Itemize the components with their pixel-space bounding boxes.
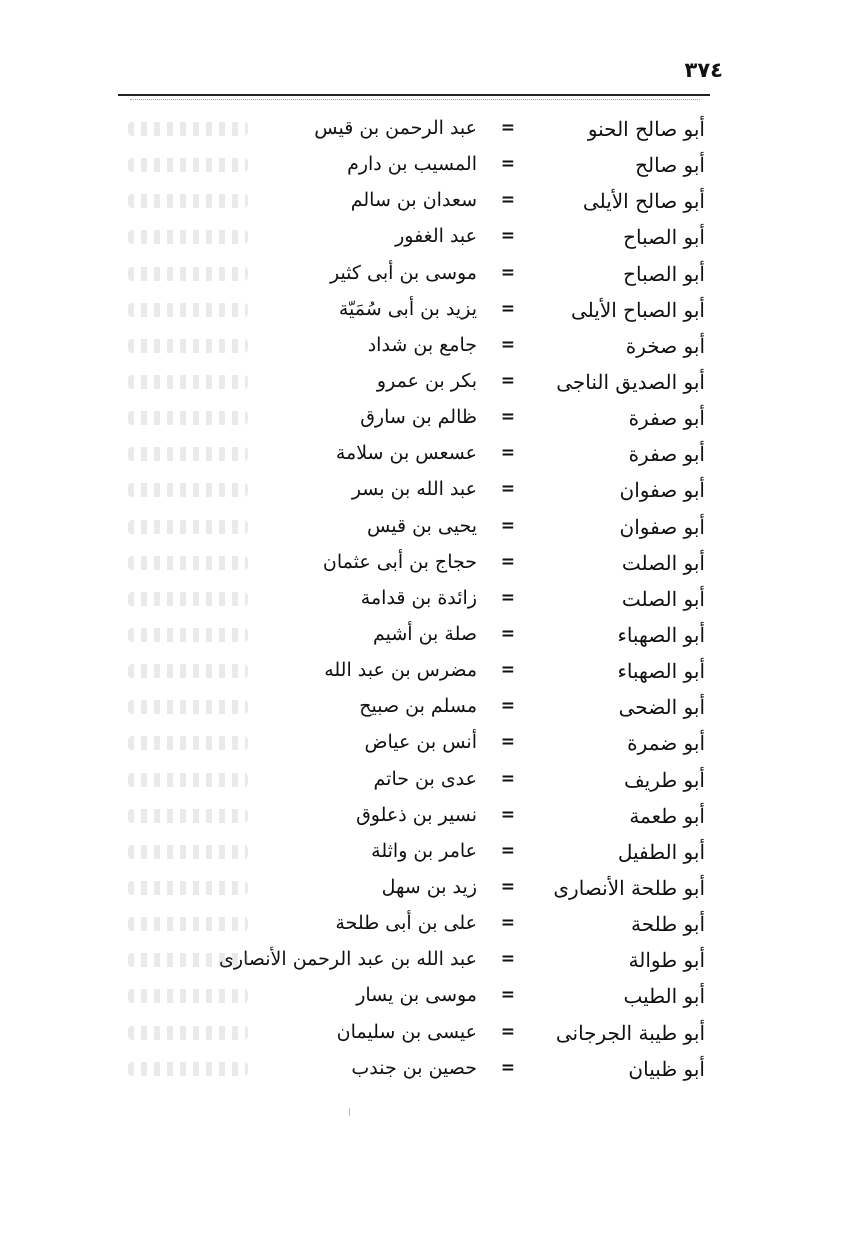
kunya-text: أبو طيبة الجرجانى [555, 1020, 705, 1045]
full-name-text: زائدة بن قدامة [360, 586, 477, 609]
entry-list [0, 114, 861, 1090]
full-name-text: مسلم بن صبيح [359, 695, 477, 718]
bleed-through-mark [128, 194, 248, 208]
kunya-text: أبو الصلت [621, 550, 705, 575]
header-rule [118, 94, 710, 96]
equals-sign: = [500, 551, 515, 572]
full-name-text: يزيد بن أبى سُمَيّة [338, 297, 477, 320]
full-name-text: حجاج بن أبى عثمان [322, 550, 477, 573]
bleed-through-mark [128, 700, 248, 714]
bleed-through-mark [128, 736, 248, 750]
full-name-text: عبد الرحمن بن قيس [314, 117, 477, 139]
equals-sign: = [500, 1057, 515, 1078]
full-name-text: يحيى بن قيس [367, 514, 477, 537]
bleed-through-mark [128, 773, 248, 787]
header-rule-faint [130, 99, 700, 100]
bleed-through-mark [128, 809, 248, 823]
kunya-text: أبو طوالة [628, 948, 705, 973]
kunya-text: أبو صفوان [619, 478, 705, 503]
kunya-text: أبو طعمة [629, 803, 705, 828]
kunya-text: أبو الطفيل [617, 839, 705, 864]
page-mark [349, 1108, 350, 1116]
list-item [0, 259, 861, 295]
kunya-text: أبو صالح الأيلى [582, 189, 705, 214]
list-item [0, 114, 861, 150]
kunya-text: أبو ظبيان [628, 1056, 705, 1081]
full-name-text: على بن أبى طلحة [335, 912, 477, 935]
full-name-text: عبد الله بن عبد الرحمن الأنصارى [218, 948, 477, 971]
full-name-text: ظالم بن سارق [360, 406, 477, 429]
kunya-text: أبو الصهباء [617, 659, 705, 684]
full-name-text: بكر بن عمرو [376, 369, 477, 392]
kunya-text: أبو طلحة الأنصارى [553, 875, 705, 900]
kunya-text: أبو صالح [635, 153, 705, 178]
full-name-text: المسيب بن دارم [347, 153, 477, 176]
list-item [0, 439, 861, 475]
equals-sign: = [500, 1021, 515, 1042]
full-name-text: جامع بن شداد [367, 333, 477, 356]
bleed-through-mark [128, 122, 248, 136]
full-name-text: مضرس بن عبد الله [324, 659, 477, 682]
equals-sign: = [500, 696, 515, 717]
bleed-through-mark [128, 1062, 248, 1076]
full-name-text: حصين بن جندب [351, 1056, 477, 1079]
list-item [0, 656, 861, 692]
equals-sign: = [500, 154, 515, 175]
bleed-through-mark [128, 303, 248, 317]
equals-sign: = [500, 515, 515, 536]
list-item [0, 620, 861, 656]
list-item [0, 331, 861, 367]
bleed-through-mark [128, 520, 248, 534]
full-name-text: عبد الله بن بسر [351, 478, 477, 501]
bleed-through-mark [128, 989, 248, 1003]
list-item [0, 801, 861, 837]
list-item [0, 403, 861, 439]
full-name-text: نسير بن ذعلوق [356, 803, 477, 826]
kunya-text: أبو الضحى [618, 695, 705, 720]
list-item [0, 765, 861, 801]
full-name-text: موسى بن أبى كثير [329, 261, 477, 284]
equals-sign: = [500, 985, 515, 1006]
list-item [0, 981, 861, 1017]
bleed-through-mark [128, 339, 248, 353]
equals-sign: = [500, 804, 515, 825]
equals-sign: = [500, 118, 515, 138]
page-number: ٣٧٤ [684, 58, 723, 82]
full-name-text: عبد الغفور [395, 225, 477, 248]
kunya-text: أبو صخرة [625, 333, 705, 358]
full-name-text: موسى بن يسار [356, 984, 477, 1007]
kunya-text: أبو صفرة [628, 406, 705, 431]
equals-sign: = [500, 407, 515, 428]
equals-sign: = [500, 660, 515, 681]
kunya-text: أبو ضمرة [627, 731, 705, 756]
bleed-through-mark [128, 881, 248, 895]
bleed-through-mark [128, 628, 248, 642]
kunya-text: أبو الصباح الأيلى [570, 297, 705, 322]
full-name-text: صلة بن أشيم [372, 622, 477, 645]
bleed-through-mark [128, 953, 248, 967]
bleed-through-mark [128, 845, 248, 859]
equals-sign: = [500, 334, 515, 355]
kunya-text: أبو الصباح [623, 261, 705, 286]
full-name-text: عسعس بن سلامة [335, 442, 477, 465]
bleed-through-mark [128, 411, 248, 425]
kunya-text: أبو صفوان [619, 514, 705, 539]
bleed-through-mark [128, 230, 248, 244]
list-item [0, 1018, 861, 1054]
list-item [0, 150, 861, 186]
list-item [0, 1054, 861, 1090]
list-item [0, 873, 861, 909]
bleed-through-mark [128, 592, 248, 606]
equals-sign: = [500, 768, 515, 789]
kunya-text: أبو الصلت [621, 586, 705, 611]
full-name-text: عيسى بن سليمان [336, 1020, 477, 1043]
full-name-text: أنس بن عياض [364, 731, 477, 754]
list-item [0, 837, 861, 873]
full-name-text: زيد بن سهل [381, 875, 477, 898]
kunya-text: أبو صفرة [628, 442, 705, 467]
kunya-text: أبو طريف [623, 767, 705, 792]
list-item [0, 475, 861, 511]
bleed-through-mark [128, 556, 248, 570]
kunya-text: أبو الصديق الناجى [556, 369, 705, 394]
list-item [0, 222, 861, 258]
list-item [0, 692, 861, 728]
list-item [0, 728, 861, 764]
bleed-through-mark [128, 664, 248, 678]
equals-sign: = [500, 840, 515, 861]
equals-sign: = [500, 732, 515, 753]
equals-sign: = [500, 623, 515, 644]
equals-sign: = [500, 949, 515, 970]
equals-sign: = [500, 587, 515, 608]
bleed-through-mark [128, 917, 248, 931]
bleed-through-mark [128, 158, 248, 172]
kunya-text: أبو الصباح [623, 225, 705, 250]
full-name-text: سعدان بن سالم [350, 189, 477, 212]
list-item [0, 945, 861, 981]
bleed-through-mark [128, 447, 248, 461]
list-item [0, 909, 861, 945]
equals-sign: = [500, 370, 515, 391]
kunya-text: أبو الصهباء [617, 622, 705, 647]
kunya-text: أبو صالح الحنو [587, 117, 705, 141]
equals-sign: = [500, 190, 515, 211]
list-item [0, 367, 861, 403]
equals-sign: = [500, 226, 515, 247]
equals-sign: = [500, 262, 515, 283]
equals-sign: = [500, 876, 515, 897]
list-item [0, 186, 861, 222]
list-item [0, 512, 861, 548]
equals-sign: = [500, 913, 515, 934]
kunya-text: أبو طلحة [631, 912, 705, 937]
kunya-text: أبو الطيب [623, 984, 705, 1009]
list-item [0, 584, 861, 620]
list-item [0, 548, 861, 584]
list-item [0, 295, 861, 331]
full-name-text: عدى بن حاتم [373, 767, 477, 790]
bleed-through-mark [128, 1026, 248, 1040]
bleed-through-mark [128, 483, 248, 497]
equals-sign: = [500, 479, 515, 500]
equals-sign: = [500, 443, 515, 464]
bleed-through-mark [128, 267, 248, 281]
full-name-text: عامر بن واثلة [371, 839, 477, 862]
bleed-through-mark [128, 375, 248, 389]
equals-sign: = [500, 298, 515, 319]
